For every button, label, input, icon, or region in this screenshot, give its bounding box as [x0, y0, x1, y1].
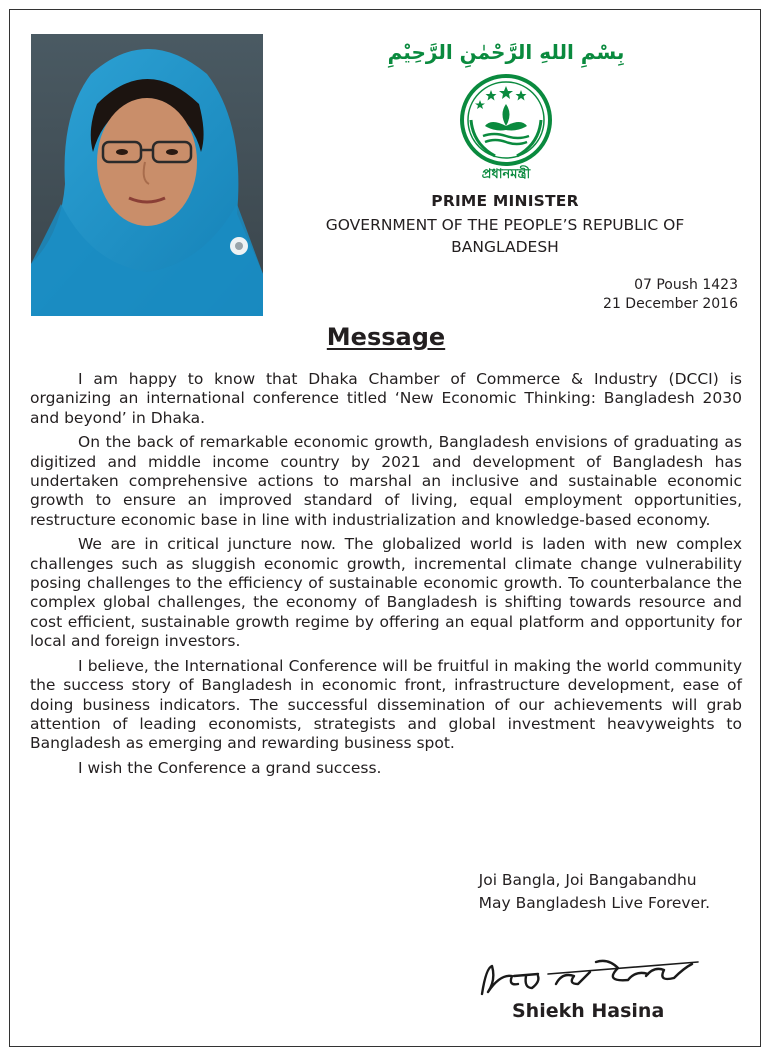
message-paragraph-1: I am happy to know that Dhaka Chamber of Commerce & Industry (DCCI) is organizing an international conference titled ‘New Economic Thinking: Bangladesh 2030 and beyond’ in Dhaka.	[30, 370, 742, 427]
government-name	[300, 214, 710, 258]
closing-line-1: Joi Bangla, Joi Bangabandhu	[478, 871, 697, 889]
message-paragraph-4: I believe, the International Conference will be fruitful in making the world community the success story of Bangladesh in economic front, infrastructure development, ease of doing business indicators. The successful dissemination of our achievements will grab attention of leading economists, strategists and global investment heavyweights to Bangladesh as emerging and rewarding business spot.	[30, 656, 742, 753]
svg-text:بِسْمِ اللهِ الرَّحْمٰنِ الرَّ: بِسْمِ اللهِ الرَّحْمٰنِ الرَّحِيْمِ	[387, 40, 625, 64]
message-paragraph-5: I wish the Conference a grand success.	[78, 758, 382, 777]
bengali-date: 07 Poush 1423	[634, 277, 738, 293]
message-body	[30, 370, 742, 783]
prime-minister-portrait	[31, 34, 263, 316]
svg-text:প্রধানমন্ত্রী: প্রধানমন্ত্রী	[481, 167, 531, 182]
government-name-line1: GOVERNMENT OF THE PEOPLE’S REPUBLIC OF	[325, 216, 685, 234]
bismillah-calligraphy	[387, 33, 625, 69]
message-paragraph-3: We are in critical juncture now. The globalized world is laden with new complex challenges such as sluggish economic growth, incremental climate change vulnerability posing challenges to the efficiency of sustainable economic growth. To counterbalance the complex global challenges, the economy of Bangladesh is shifting towards resource and cost efficient, sustainable growth regime by offering an equal platform and opportunity for local and foreign investors.	[30, 535, 742, 651]
government-emblem	[455, 72, 557, 184]
gregorian-date: 21 December 2016	[603, 296, 738, 312]
signer-name: Shiekh Hasina	[512, 1000, 665, 1022]
message-title: Message	[326, 323, 446, 351]
message-paragraph-2: On the back of remarkable economic growth, Bangladesh envisions of graduating as digitized and middle income country by 2021 and development of Bangladesh has undertaken comprehensive actions to marshal an inclusive and sustainable economic growth to ensure an improved standard of living, equal employment opportunities, restructure economic base in line with industrialization and knowledge-based economy.	[30, 433, 742, 529]
government-name-line2: BANGLADESH	[451, 238, 559, 256]
office-title: PRIME MINISTER	[431, 192, 579, 210]
closing-line-2: May Bangladesh Live Forever.	[478, 894, 710, 912]
closing-lines	[479, 869, 710, 915]
date-block	[603, 276, 738, 314]
